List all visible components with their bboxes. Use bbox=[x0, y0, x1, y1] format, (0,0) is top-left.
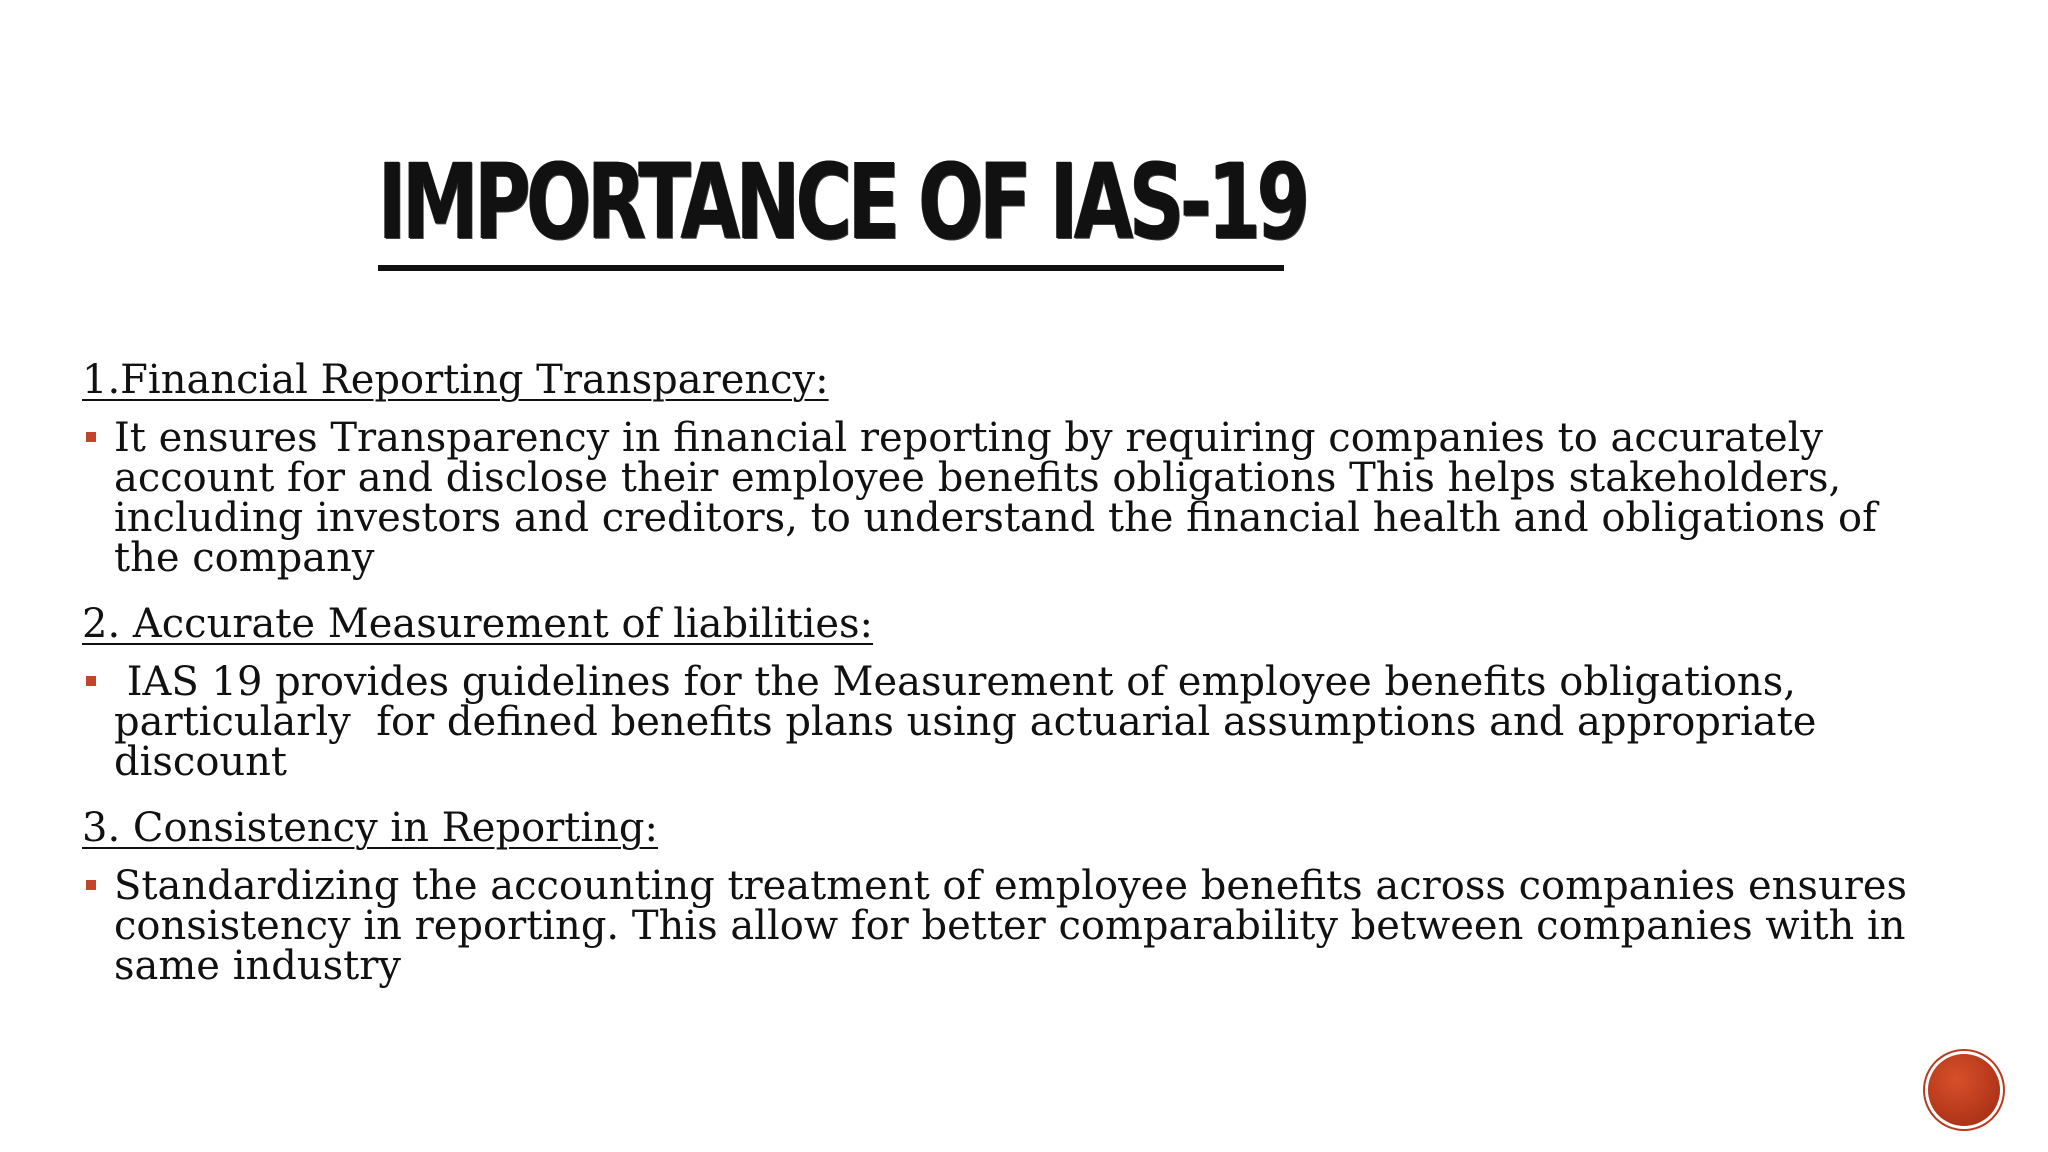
section-heading-consistency: 3. Consistency in Reporting: bbox=[82, 805, 658, 851]
section-heading-transparency: 1.Financial Reporting Transparency: bbox=[82, 357, 829, 403]
square-bullet-icon bbox=[86, 676, 96, 686]
bullet-consistency bbox=[82, 863, 2022, 989]
bullet-measurement bbox=[82, 659, 2022, 785]
square-bullet-icon bbox=[86, 432, 96, 442]
slide-content bbox=[82, 356, 2022, 1008]
bullet-line: IAS 19 provides guidelines for the Measurement of employee benefits obligations, bbox=[114, 659, 1796, 705]
title-underline bbox=[378, 265, 1284, 271]
bullet-line: account for and disclose their employee benefits obligations This helps stakeholders, bbox=[114, 455, 1842, 501]
bullet-line: the company bbox=[114, 535, 375, 581]
square-bullet-icon bbox=[86, 880, 96, 890]
slide-title-area bbox=[378, 141, 1306, 263]
bullet-line: including investors and creditors, to understand the financial health and obligations of bbox=[114, 495, 1877, 541]
bullet-transparency bbox=[82, 415, 2022, 581]
bullet-line: same industry bbox=[114, 943, 401, 989]
bullet-line: discount bbox=[114, 739, 288, 785]
bullet-line: consistency in reporting. This allow for better comparability between companies with in bbox=[114, 903, 1906, 949]
slide-title: IMPORTANCE OF IAS-19 bbox=[378, 141, 1306, 263]
bullet-line: Standardizing the accounting treatment of employee benefits across companies ensures bbox=[114, 863, 1908, 909]
bullet-line: It ensures Transparency in financial reporting by requiring companies to accurately bbox=[114, 415, 1824, 461]
slide-nav-circle-icon[interactable] bbox=[1928, 1054, 2000, 1126]
bullet-line: particularly for defined benefits plans using actuarial assumptions and appropriate bbox=[114, 699, 1817, 745]
section-heading-measurement: 2. Accurate Measurement of liabilities: bbox=[82, 601, 874, 647]
